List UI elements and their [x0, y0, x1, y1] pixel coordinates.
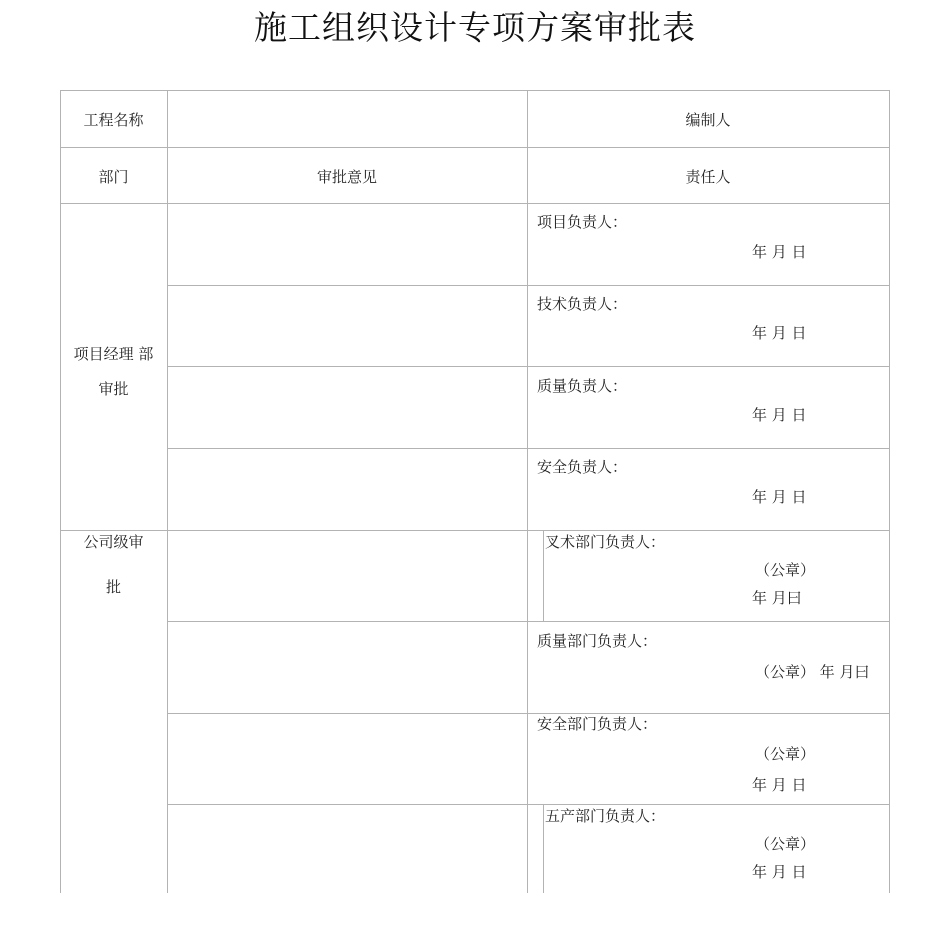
dept-label: 部门: [98, 168, 129, 186]
project-name-label: 工程名称: [83, 111, 144, 129]
row-divider: [167, 448, 890, 449]
tech-dept-manager-label: 叉术部门负责人：: [545, 533, 666, 551]
project-manager-label: 项目负责人：: [537, 213, 628, 231]
seal-field: （公章）: [755, 835, 816, 853]
company-label: 公司级审: [83, 533, 144, 551]
row-divider: [167, 713, 890, 714]
project-dept-label: 项目经理 部: [73, 345, 154, 363]
date-field: 年 月 日: [752, 776, 807, 794]
opinion-label: 审批意见: [316, 168, 377, 186]
safety-dept-manager-label: 安全部门负责人：: [537, 715, 658, 733]
row-divider: [167, 285, 890, 286]
column-divider: [167, 90, 168, 893]
quality-dept-manager-label: 质量部门负责人：: [537, 632, 658, 650]
date-field: 年 月 日: [752, 324, 807, 342]
seal-field: （公章）: [755, 561, 816, 579]
date-field: 年 月 日: [752, 406, 807, 424]
quality-manager-label: 质量负责人：: [537, 377, 628, 395]
date-field: 年 月 日: [752, 243, 807, 261]
table-border-top: [60, 90, 890, 91]
row-divider: [60, 530, 890, 531]
column-divider: [527, 90, 528, 893]
safety-manager-label: 安全负责人：: [537, 458, 628, 476]
date-field: 年 月 日: [752, 488, 807, 506]
row-divider: [60, 147, 890, 148]
page-title: 施工组织设计专项方案审批表: [254, 8, 696, 47]
tech-manager-label: 技术负责人：: [537, 295, 628, 313]
row-divider: [167, 804, 890, 805]
table-border-left: [60, 90, 61, 893]
project-dept-label: 审批: [98, 380, 129, 398]
row-divider: [60, 203, 890, 204]
seal-date-field: （公章） 年 月曰: [755, 663, 870, 681]
company-label: 批: [105, 578, 121, 596]
row-divider: [167, 621, 890, 622]
seal-field: （公章）: [755, 745, 816, 763]
table-border-right: [889, 90, 890, 893]
cell-inner-line: [543, 530, 544, 621]
date-field: 年 月曰: [752, 589, 802, 607]
row-divider: [167, 366, 890, 367]
cell-inner-line: [543, 804, 544, 893]
author-label: 编制人: [685, 111, 731, 129]
production-dept-manager-label: 五产部门负责人：: [545, 807, 666, 825]
date-field: 年 月 日: [752, 863, 807, 881]
responsible-label: 责任人: [685, 168, 731, 186]
